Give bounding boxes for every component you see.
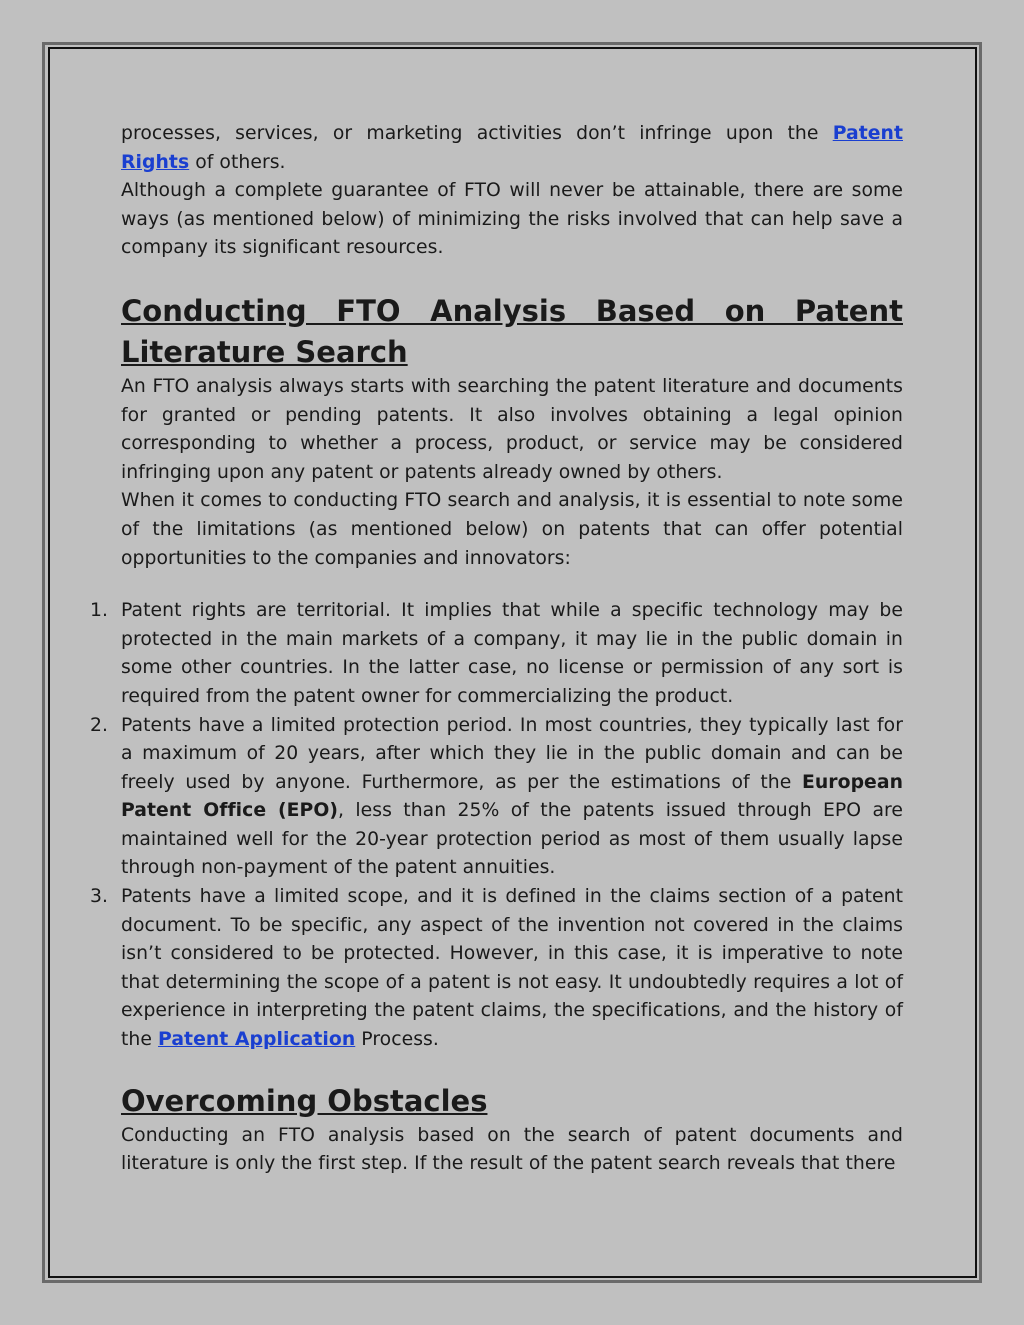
- patent-application-link[interactable]: Patent Application: [158, 1029, 356, 1051]
- epo-bold-text: European Patent Office (EPO): [121, 771, 903, 822]
- document-body: [90, 120, 903, 1179]
- patent-rights-link[interactable]: Patent Rights: [121, 123, 903, 173]
- list-item-text: Patent rights are territorial. It implies that while a specific technology may be protected in the main markets of a company, it may lie in the public domain in some other countries. In the latter case, no license or permission of any sort is required from the patent owner for commercializing the product.: [121, 600, 903, 707]
- list-item: [90, 597, 903, 711]
- section1-paragraph-2: When it comes to conducting FTO search and analysis, it is essential to note some of the limitations (as mentioned below) on patents that can offer potential opportunities to the companies and innovators:: [121, 490, 903, 569]
- limitations-list: [90, 597, 903, 1055]
- section-heading-fto-analysis: Conducting FTO Analysis Based on Patent Literature Search: [121, 293, 903, 369]
- list-item-text: Patents have a limited scope, and it is defined in the claims section of a patent document. To be specific, any aspect of the invention not covered in the claims isn’t considered to be protected. However, in this case, it is imperative to note that determining the scope of a patent is not easy. It undoubtedly requires a lot of experience in interpreting the patent claims, the specifications, and the history of the Patent Application Process.: [121, 886, 903, 1051]
- list-number: 2.: [90, 714, 108, 736]
- list-item-text: Patents have a limited protection period. In most countries, they typically last for a maximum of 20 years, after which they lie in the public domain and can be freely used by anyone. Furthermore, as per the estimations of the European Patent Office (EPO), less than 25% of the patents issued through EPO are maintained well for the 20-year protection period as most of them usually lapse through non-payment of the patent annuities.: [121, 714, 903, 879]
- list-item: [90, 883, 903, 1055]
- section2-paragraph-1: Conducting an FTO analysis based on the search of patent documents and literature is only the first step. If the result of the patent search reveals that there: [121, 1124, 903, 1175]
- list-number: 1.: [90, 600, 108, 622]
- intro-paragraph-2: Although a complete guarantee of FTO will never be attainable, there are some ways (as mentioned below) of minimizing the risks involved that can help save a company its significant resources.: [121, 180, 903, 259]
- section1-paragraph-1: An FTO analysis always starts with searching the patent literature and documents for granted or pending patents. It also involves obtaining a legal opinion corresponding to whether a process, product, or service may be considered infringing upon any patent or patents already owned by others.: [121, 375, 903, 483]
- list-item: [90, 712, 903, 884]
- section-heading-overcoming-obstacles: Overcoming Obstacles: [121, 1083, 488, 1118]
- list-number: 3.: [90, 886, 108, 908]
- intro-paragraph-1: processes, services, or marketing activities don’t infringe upon the Patent Rights of others.: [121, 123, 903, 173]
